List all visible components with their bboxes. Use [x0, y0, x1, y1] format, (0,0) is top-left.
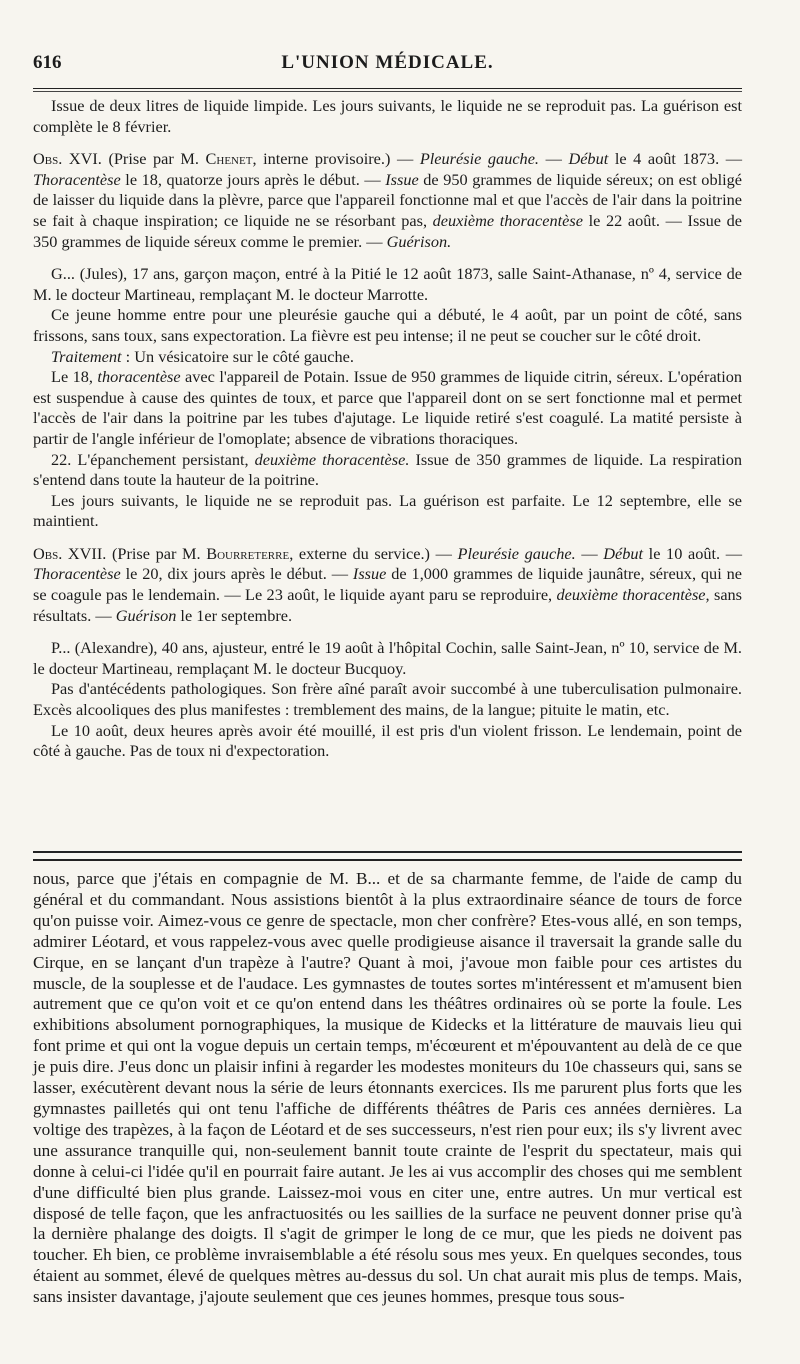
feuilleton-separator: [33, 851, 742, 861]
patient-g-treatment: Traitement : Un vésicatoire sur le côté gauche.: [51, 346, 354, 366]
patient-g-day18: Le 18, thoracentèse avec l'appareil de Potain. Issue de 950 grammes de liquide citrin, séreux. L'opération est suspendue à cause des quintes de toux, et parce que l'appareil dont on se sert fonctionne mal et permet l'accès de l'air dans la poitrine par les tubes d'ajutage. Le liquide retiré s'est coagulé. La matité persiste à partir de l'angle inférieur de l'omoplate; absence de vibrations thoraciques.: [33, 367, 742, 448]
obs17-label: Obs. XVII.: [33, 543, 107, 563]
feuilleton: [33, 869, 742, 1308]
header-rule: [33, 88, 742, 89]
patient-p-intro: P... (Alexandre), 40 ans, ajusteur, entré le 19 août à l'hôpital Cochin, salle Saint-Jean, nº 10, service de M. le docteur Martineau, remplaçant M. le docteur Bucquoy.: [33, 638, 742, 678]
obs16-author: Chenet: [205, 149, 253, 169]
page-number: 616: [33, 52, 62, 73]
patient-g-day22: 22. L'épanchement persistant, deuxième thoracentèse. Issue de 350 grammes de liquide. La respiration s'entend dans toute la hauteur de la poitrine.: [33, 449, 743, 490]
feuilleton-paragraph: nous, parce que j'étais en compagnie de M. B... et de sa charmante femme, de l'aide de camp du général et du commandant. Nous assistions bientôt à la plus extraordinaire séance de tours de force qu'on puisse voir. Aimez-vous ce genre de spectacle, mon cher confrère? Etes-vous allé, en son temps, admirer Léotard, et vous rappelez-vous avec quelle prodigieuse aisance il traversait la grande salle du Cirque, en se lançant d'un trapèze à l'autre? Quant à moi, j'avoue mon faible pour ces artistes du muscle, de la souplesse et de l'audace. Les gymnastes de toutes sortes m'intéressent et m'amusent bien autrement que ce qu'on voit et ce qu'on entend dans les théâtres ordinaires où se porte la foule. Les exhibitions absolument pornographiques, la musique de Kidecks et la littérature de mauvais lieu qui font prime et qui ont la vogue depuis un certain temps, m'écœurent et m'épouvantent au delà de ce que je puis dire. J'eus donc un plaisir infini à regarder les modestes moniteurs du 10e chasseurs qui, sans se lasser, exécutèrent devant nous la série de leurs étonnants exercices. Ils me parurent plus forts que les gymnastes pailletés qui ont tenu l'affiche de différents théâtres de Paris ces années dernières. La voltige des trapèzes, à la façon de Léotard et de ses successeurs, n'est rien pour eux; ils s'y livrent avec une assurance tranquille qui, non-seulement bannit toute crainte de l'esprit du spectateur, mais qui donne à celui-ci l'idée qu'il en pourrait faire autant. Je les ai vus accomplir des choses qui me semblent d'une difficulté bien plus grande. Laissez-moi vous en citer une, entre autres. Un mur vertical est disposé de telle façon, que les anfractuosités ou les saillies de la surface ne peuvent donner prise qu'à la dernière phalange des doigts. Il s'agit de grimper le long de ce mur, que les pieds ne doivent pas toucher. Eh bien, ce problème invraisemblable a été résolu sous mes yeux. En quelques secondes, tous étaient au sommet, élevé de quelques mètres au-dessus du sol. Un chat aurait mis plus de temps. Mais, sans insister davantage, j'ajoute seulement que ces jeunes hommes, presque tous sous-: [33, 869, 742, 1307]
patient-g-history: Ce jeune homme entre pour une pleurésie gauche qui a débuté, le 4 août, par un point de côté, sans frissons, sans toux, sans expectoration. La fièvre est peu intense; il ne peut se coucher sur le côté droit.: [33, 305, 742, 345]
clinical-observations: [33, 96, 742, 762]
patient-p-history: Pas d'antécédents pathologiques. Son frère aîné paraît avoir succombé à une tuberculisation pulmonaire. Excès alcooliques des plus manifestes : tremblement des mains, de la langue; pituite le matin, etc.: [33, 679, 742, 720]
page-header: [33, 52, 742, 78]
patient-g-outcome: Les jours suivants, le liquide ne se reproduit pas. La guérison est parfaite. Le 12 septembre, elle se maintient.: [33, 490, 742, 531]
observation-16-summary: Obs. XVI. (Prise par M. Chenet, interne provisoire.) — Pleurésie gauche. — Début le 4 août 1873. — Thoracentèse le 18, quatorze jours après le début. — Issue de 950 grammes de liquide séreux; on est obligé de laisser du liquide dans la plèvre, parce que l'appareil fonctionne mal et que l'accès de l'air dans la poitrine se fait à chaque inspiration; ce liquide ne se résorbant pas, deuxième thoracentèse le 22 août. — Issue de 350 grammes de liquide séreux comme le premier. — Guérison.: [33, 149, 743, 251]
running-title: L'UNION MÉDICALE.: [281, 52, 494, 73]
patient-g-intro: G... (Jules), 17 ans, garçon maçon, entré à la Pitié le 12 août 1873, salle Saint-Athanase, nº 4, service de M. le docteur Martineau, remplaçant M. le docteur Marrotte.: [33, 264, 742, 304]
obs17-author: Bourreterre: [206, 543, 290, 563]
paragraph-end-prior-case: Issue de deux litres de liquide limpide. Les jours suivants, le liquide ne se reproduit pas. La guérison est complète le 8 février.: [33, 96, 742, 136]
obs16-label: Obs. XVI.: [33, 149, 102, 169]
patient-p-onset: Le 10 août, deux heures après avoir été mouillé, il est pris d'un violent frisson. Le lendemain, point de côté à gauche. Pas de toux ni d'expectoration.: [33, 720, 742, 761]
observation-17-summary: Obs. XVII. (Prise par M. Bourreterre, externe du service.) — Pleurésie gauche. — Début le 10 août. — Thoracentèse le 20, dix jours après le début. — Issue de 1,000 grammes de liquide jaunâtre, séreux, qui ne se coagule pas le lendemain. — Le 23 août, le liquide ayant paru se reproduire, deuxième thoracentèse, sans résultats. — Guérison le 1er septembre.: [33, 543, 743, 625]
